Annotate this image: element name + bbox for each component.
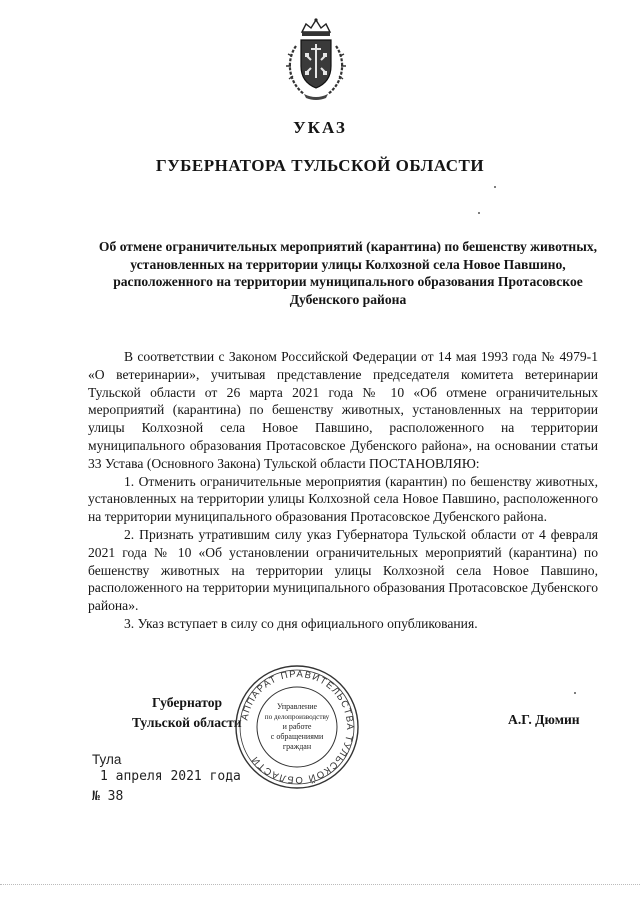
decree-item-1: 1. Отменить ограничительные мероприятия (карантин) по бешенству животных, установленных на территории улицы Колхозной села Новое Павшино, расположенного на территории муниципального образования Протасовское Дубенского района.	[88, 473, 598, 525]
decree-subject: Об отмене ограничительных мероприятий (карантина) по бешенству животных, установленных на территории улицы Колхозной села Новое Павшино, расположенного на территории муниципального образования Протасовское Дубенского района	[98, 239, 598, 307]
stamp-outer-text: АППАРАТ ПРАВИТЕЛЬСТВА ТУЛЬСКОЙ ОБЛАСТИ	[239, 668, 356, 786]
document-issuer-title: ГУБЕРНАТОРА ТУЛЬСКОЙ ОБЛАСТИ	[155, 156, 485, 175]
scan-speck	[494, 186, 496, 188]
signatory-role-line2: Тульской области	[132, 715, 242, 730]
signatory-role-line1: Губернатор	[152, 695, 223, 710]
signatory-name: А.Г. Дюмин	[508, 712, 580, 727]
stamp-line-5: граждан	[282, 742, 312, 751]
issue-date: 1 апреля 2021 года	[100, 769, 241, 784]
official-stamp-icon	[232, 662, 362, 792]
scan-speck	[478, 212, 480, 214]
scan-speck	[574, 692, 576, 694]
issue-city: Тула	[92, 752, 122, 767]
decree-item-2: 2. Признать утратившим силу указ Губернатора Тульской области от 4 февраля 2021 года № 10 «Об установлении ограничительных мероприятий (карантина) по бешенству животных на территории улицы Колхозной села Новое Павшино, расположенного на территории муниципального образования Протасовское Дубенского района».	[88, 526, 598, 614]
stamp-line-1: Управление	[276, 702, 318, 711]
stamp-line-3: и работе	[282, 722, 312, 731]
tula-coat-of-arms-icon	[282, 16, 350, 102]
decree-number: № 38	[92, 789, 124, 804]
decree-item-3: 3. Указ вступает в силу со дня официального опубликования.	[124, 615, 478, 631]
document-type-title: УКАЗ	[293, 118, 347, 137]
scan-bottom-edge	[0, 884, 640, 886]
decree-body	[88, 348, 598, 633]
stamp-line-4: с обращениями	[270, 732, 324, 741]
decree-preamble: В соответствии с Законом Российской Федерации от 14 мая 1993 года № 4979-1 «О ветеринарии», учитывая представление председателя комитета ветеринарии Тульской области от 26 марта 2021 года № 10 «Об отмене ограничительных мероприятий (карантина) по бешенству животных, установленных на территории улицы Колхозной села Новое Павшино, расположенного на территории муниципального образования Протасовское Дубенского района», на основании статьи 33 Устава (Основного Закона) Тульской области ПОСТАНОВЛЯЮ:	[88, 349, 598, 471]
stamp-line-2: по делопроизводству	[264, 713, 330, 721]
